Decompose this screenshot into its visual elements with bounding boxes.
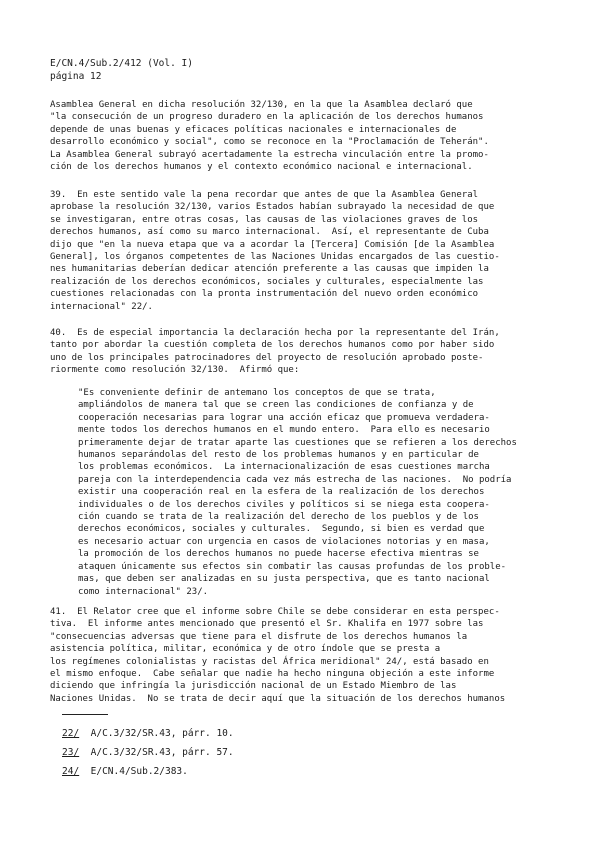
paragraph-40 [50, 327, 550, 377]
text-line: riormente como resolución 32/130. Afirmó que: [50, 365, 300, 376]
text-line: primeramente dejar de tratar aparte las cuestiones que se refieren a los derechos [78, 437, 517, 448]
footnotes [62, 724, 234, 781]
text-line: diciendo que infringía la jurisdicción nacional de un Estado Miembro de las [50, 681, 457, 692]
text-line: se investigaran, entre otras cosas, las causas de las violaciones graves de los [50, 214, 479, 225]
text-line: "Es conveniente definir de antemano los conceptos de que se trata, [78, 388, 436, 398]
footnote [62, 724, 234, 743]
text-line: ataquen únicamente sus efectos sin combatir las causas profundas de los proble- [78, 561, 507, 572]
text-line: derechos económicos, sociales y culturales. Segundo, si bien es verdad que [78, 524, 485, 535]
text-line: internacional" 22/. [50, 301, 153, 312]
text-line: aprobase la resolución 32/130, varios Estados habían subrayado la necesidad de que [50, 202, 495, 213]
footnote-text: A/C.3/32/SR.43, párr. 10. [90, 728, 234, 739]
text-line: depende de unas buenas y eficaces políticas nacionales e internacionales de [50, 124, 457, 135]
text-line: ción cuando se trata de la realización del derecho de los pueblos y de los [78, 512, 479, 523]
paragraph-41 [50, 606, 550, 705]
footnote-text: A/C.3/32/SR.43, párr. 57. [90, 747, 234, 758]
text-line: uno de los principales patrocinadores del proyecto de resolución aprobado poste- [50, 352, 484, 363]
text-line: Asamblea General en dicha resolución 32/130, en la que la Asamblea declaró que [50, 100, 473, 110]
text-line: 39. En este sentido vale la pena recordar que antes de que la Asamblea General [50, 190, 479, 200]
text-line: ción de los derechos humanos y el contexto económico nacional e internacional. [50, 162, 473, 173]
text-line: 41. El Relator cree que el informe sobre Chile se debe considerar en esta perspec- [50, 607, 500, 617]
footnote [62, 762, 234, 781]
text-line: mas, que deben ser analizadas en su justa perspectiva, que es tanto nacional [78, 574, 490, 585]
text-line: individuales o de los derechos civiles y políticos si se niega esta coopera- [78, 499, 490, 510]
text-line: tanto por abordar la cuestión completa de los derechos humanos como por haber sido [50, 340, 495, 351]
text-line: humanos separándolas del resto de los problemas humanos y en particular de [78, 450, 479, 461]
text-line: tiva. El informe antes mencionado que presentó el Sr. Khalifa en 1977 sobre las [50, 619, 484, 630]
text-line: Naciones Unidas. No se trata de decir aquí que la situación de los derechos humanos [50, 693, 506, 704]
page-header [50, 58, 193, 83]
text-line: cooperación necesarias para lograr una acción eficaz que promueva verdadera- [78, 412, 490, 423]
text-line: como internacional" 23/. [78, 586, 209, 597]
text-line: derechos humanos, así como su marco internacional. Así, el representante de Cuba [50, 227, 489, 238]
page-number: página 12 [50, 70, 102, 82]
text-line: pareja con la interdependencia cada vez más estrecha de las naciones. No podría [78, 474, 512, 485]
text-line: La Asamblea General subrayó acertadamente la estrecha vinculación entre la promo- [50, 149, 489, 160]
text-line: "consecuencias adversas que tiene para el disfrute de los derechos humanos la [50, 631, 468, 642]
document-reference: E/CN.4/Sub.2/412 (Vol. I) [50, 58, 193, 69]
text-line: el mismo enfoque. Cabe señalar que nadie ha hecho ninguna objeción a este informe [50, 669, 495, 680]
text-line: cuestiones relacionadas con la pronta instrumentación del nuevo orden económico [50, 289, 479, 300]
footnote-number: 22/ [62, 728, 80, 739]
text-line: nes humanitarias deberían dedicar atención preferente a las causas que impiden la [50, 264, 489, 275]
paragraph-39 [50, 189, 550, 313]
footnote-number: 24/ [62, 766, 80, 777]
text-line: dijo que "en la nueva etapa que va a acordar la [Tercera] Comisión [de la Asamblea [50, 239, 495, 250]
text-line: es necesario actuar con urgencia en casos de violaciones notorias y en masa, [78, 536, 490, 547]
text-line: 40. Es de especial importancia la declaración hecha por la representante del Irán, [50, 328, 500, 338]
text-line: los regímenes colonialistas y racistas del África meridional" 24/, está basado en [50, 656, 489, 667]
text-line: existir una cooperación real en la esfera de la realización de los derechos [78, 487, 485, 498]
text-line: ampliándolos de manera tal que se creen las condiciones de confianza y de [78, 400, 474, 411]
text-line: mente todos los derechos humanos en el mundo entero. Para ello es necesario [78, 425, 490, 436]
text-line: los problemas económicos. La internacionalización de esas cuestiones marcha [78, 462, 490, 473]
text-line: desarrollo económico y social", como se reconoce en la "Proclamación de Teherán". [50, 137, 489, 148]
quoted-statement [78, 387, 548, 598]
footnote-separator [62, 714, 108, 715]
footnote [62, 743, 234, 762]
footnote-text: E/CN.4/Sub.2/383. [90, 766, 188, 777]
text-line: asistencia política, militar, económica y de otro índole que se presta a [50, 644, 441, 655]
text-line: "la consecución de un progreso duradero en la aplicación de los derechos humanos [50, 112, 484, 123]
footnote-number: 23/ [62, 747, 80, 758]
text-line: la promoción de los derechos humanos no puede hacerse efectiva mientras se [78, 549, 479, 560]
text-line: General], los órganos competentes de las Naciones Unidas encargados de las cuestio- [50, 252, 500, 263]
text-line: realización de los derechos económicos, sociales y culturales, especialmente las [50, 276, 484, 287]
intro-paragraph [50, 99, 550, 173]
